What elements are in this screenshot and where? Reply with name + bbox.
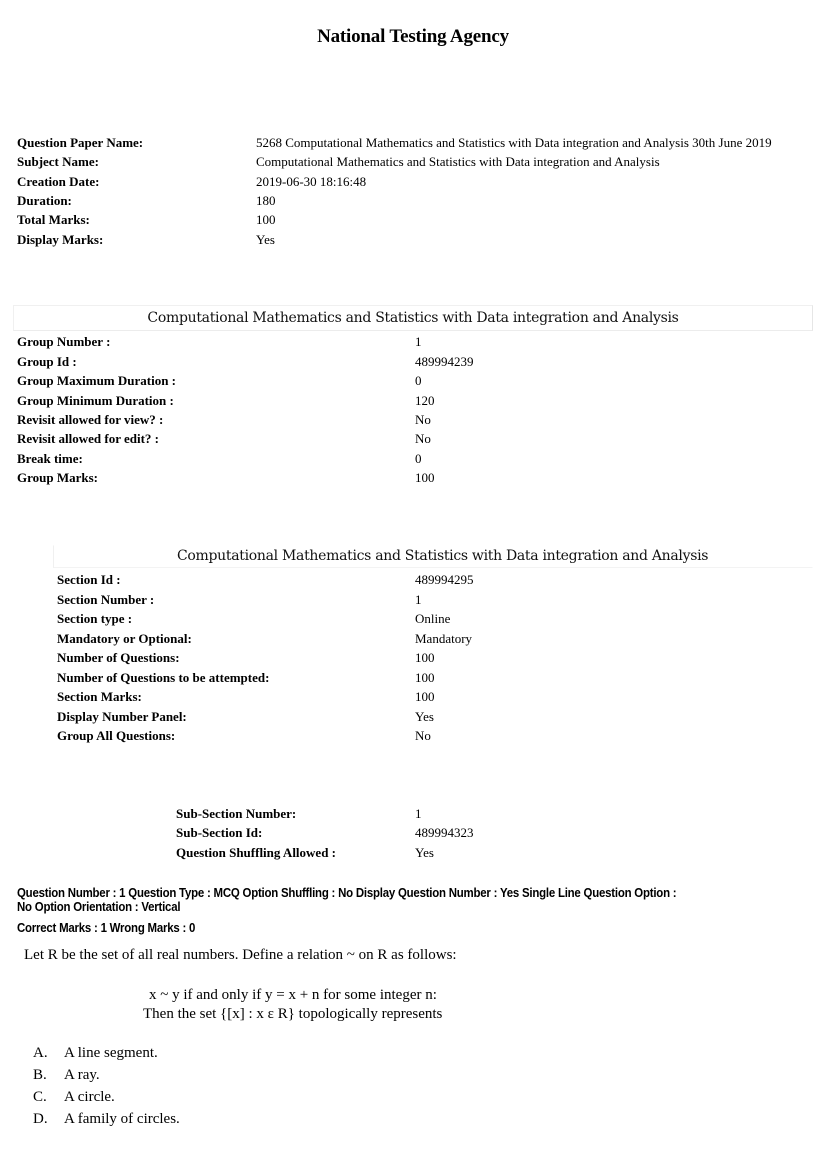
subsection-info-row <box>176 804 516 823</box>
field-label: Group Id : <box>17 354 77 369</box>
field-value: 489994295 <box>415 572 474 587</box>
field-value: 100 <box>415 650 435 665</box>
field-value: No <box>415 728 431 743</box>
field-value: 5268 Computational Mathematics and Statistics with Data integration and Analysis 30th June 2019 <box>256 135 772 150</box>
field-label: Total Marks: <box>17 212 90 227</box>
field-label: Question Shuffling Allowed : <box>176 845 337 860</box>
option-text: A family of circles. <box>64 1111 180 1127</box>
field-label: Duration: <box>17 193 72 208</box>
group-info-row <box>17 410 517 429</box>
paper-info-row <box>17 230 817 249</box>
group-info-row <box>17 429 517 448</box>
section-banner-title: Computational Mathematics and Statistics with Data integration and Analysis <box>177 548 709 564</box>
field-label: Sub-Section Number: <box>176 806 297 821</box>
question-meta-line2: No Option Orientation : Vertical <box>17 899 181 914</box>
paper-info-row <box>17 133 817 152</box>
section-info-row <box>57 590 517 609</box>
option-a[interactable] <box>33 1043 158 1063</box>
field-label: Creation Date: <box>17 174 100 189</box>
group-info-row <box>17 352 517 371</box>
group-banner: Computational Mathematics and Statistics with Data integration and Analysis <box>13 305 813 331</box>
subsection-info-row <box>176 823 516 842</box>
field-value: Yes <box>415 845 434 860</box>
field-value: 100 <box>415 670 435 685</box>
field-label: Display Number Panel: <box>57 709 187 724</box>
question-stem: Let R be the set of all real numbers. Define a relation ~ on R as follows: <box>24 947 457 963</box>
section-banner <box>53 545 813 568</box>
question-meta <box>17 886 807 914</box>
field-value: 489994239 <box>415 354 474 369</box>
field-label: Section Marks: <box>57 689 142 704</box>
subsection-info-row <box>176 843 516 862</box>
group-info-row <box>17 449 517 468</box>
question-meta-line1: Question Number : 1 Question Type : MCQ Option Shuffling : No Display Question Number : Yes Single Line Question Option : <box>17 885 677 900</box>
field-label: Group Minimum Duration : <box>17 393 174 408</box>
field-value: 100 <box>415 470 435 485</box>
section-info-row <box>57 629 517 648</box>
field-value: 1 <box>415 592 422 607</box>
question-line-2: x ~ y if and only if y = x + n for some integer n: <box>149 987 437 1003</box>
section-info-row <box>57 648 517 667</box>
section-info-row <box>57 687 517 706</box>
option-d[interactable] <box>33 1109 180 1129</box>
paper-info-row <box>17 210 817 229</box>
option-text: A circle. <box>64 1089 115 1105</box>
field-value: No <box>415 431 431 446</box>
option-letter: A. <box>33 1045 48 1061</box>
field-value: 1 <box>415 334 422 349</box>
paper-info-row <box>17 172 817 191</box>
paper-info-row <box>17 191 817 210</box>
group-info-row <box>17 332 517 351</box>
option-text: A ray. <box>64 1067 100 1083</box>
option-text: A line segment. <box>64 1045 158 1061</box>
section-info-row <box>57 609 517 628</box>
field-value: 180 <box>256 193 276 208</box>
field-value: No <box>415 412 431 427</box>
field-label: Group Marks: <box>17 470 99 485</box>
field-value: 100 <box>256 212 276 227</box>
option-c[interactable] <box>33 1087 115 1107</box>
section-info-row <box>57 570 517 589</box>
group-info-row <box>17 371 517 390</box>
option-letter: D. <box>33 1111 48 1127</box>
field-value: 2019-06-30 18:16:48 <box>256 174 367 189</box>
question-line-3: Then the set {[x] : x ε R} topologically represents <box>143 1006 443 1022</box>
field-value: 1 <box>415 806 422 821</box>
field-value: Yes <box>415 709 434 724</box>
paper-info-row <box>17 152 817 171</box>
field-value: 0 <box>415 373 422 388</box>
field-value: Computational Mathematics and Statistics with Data integration and Analysis <box>256 154 660 169</box>
field-label: Group Number : <box>17 334 111 349</box>
field-value: Yes <box>256 232 275 247</box>
page-title: National Testing Agency <box>317 26 509 47</box>
section-info-row <box>57 726 517 745</box>
field-label: Question Paper Name: <box>17 135 144 150</box>
group-info-row <box>17 391 517 410</box>
field-label: Group All Questions: <box>57 728 176 743</box>
field-label: Revisit allowed for edit? : <box>17 431 160 446</box>
field-label: Section Number : <box>57 592 155 607</box>
field-label: Number of Questions: <box>57 650 180 665</box>
field-value: 120 <box>415 393 435 408</box>
field-value: 489994323 <box>415 825 474 840</box>
option-b[interactable] <box>33 1065 100 1085</box>
question-marks: Correct Marks : 1 Wrong Marks : 0 <box>17 920 196 935</box>
field-value: Mandatory <box>415 631 473 646</box>
field-value: Online <box>415 611 451 626</box>
field-label: Subject Name: <box>17 154 99 169</box>
field-label: Revisit allowed for view? : <box>17 412 164 427</box>
field-label: Section Id : <box>57 572 121 587</box>
option-letter: B. <box>33 1067 47 1083</box>
field-label: Group Maximum Duration : <box>17 373 177 388</box>
field-label: Sub-Section Id: <box>176 825 263 840</box>
field-label: Display Marks: <box>17 232 104 247</box>
field-value: 100 <box>415 689 435 704</box>
field-label: Number of Questions to be attempted: <box>57 670 270 685</box>
field-label: Section type : <box>57 611 133 626</box>
group-info-row <box>17 468 517 487</box>
section-info-row <box>57 668 517 687</box>
field-label: Mandatory or Optional: <box>57 631 192 646</box>
option-letter: C. <box>33 1089 47 1105</box>
section-info-row <box>57 707 517 726</box>
field-label: Break time: <box>17 451 83 466</box>
field-value: 0 <box>415 451 422 466</box>
